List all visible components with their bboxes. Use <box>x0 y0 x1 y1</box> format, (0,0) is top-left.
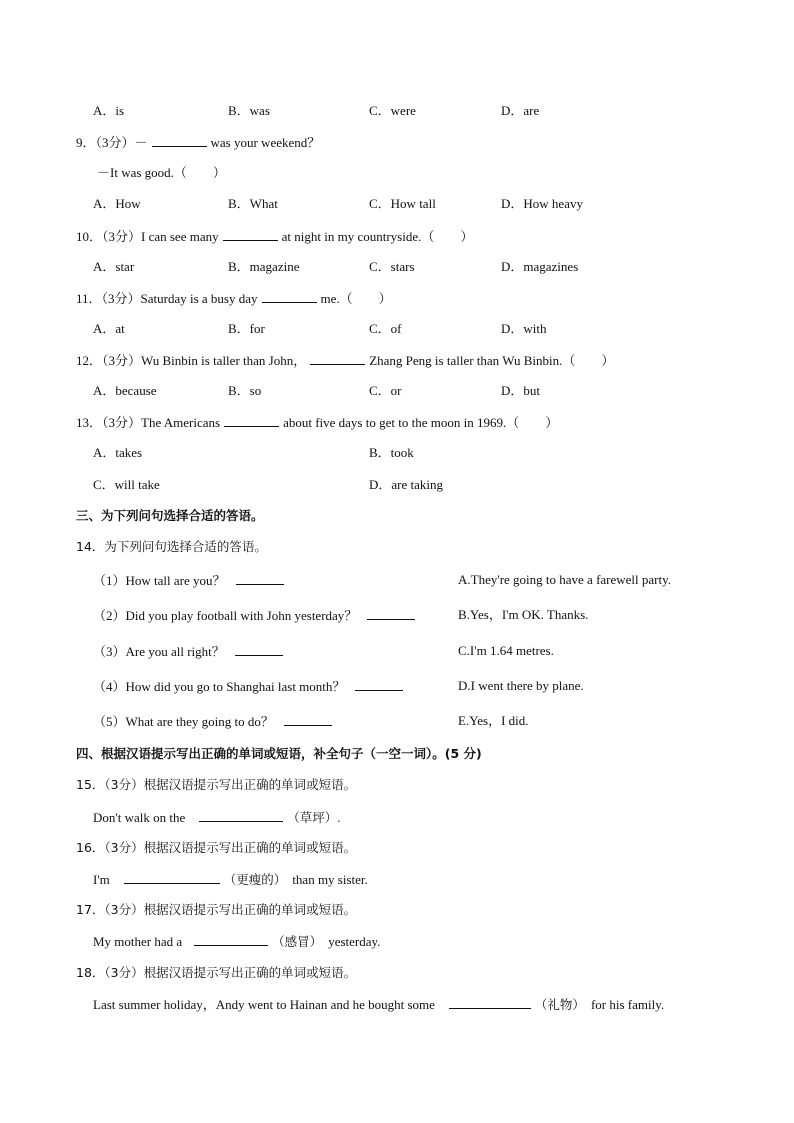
option-c: C．will take <box>93 477 160 492</box>
option-b: B．took <box>369 445 414 460</box>
question-text: about five days to get to the moon in 1969.（ ） <box>283 415 559 430</box>
question-14-title: 14．为下列问句选择合适的答语。 <box>76 539 267 554</box>
option-d: D．are taking <box>369 477 444 492</box>
question-11 <box>76 290 392 307</box>
option-a: A．takes <box>93 445 143 460</box>
option-b: B．for <box>228 321 265 336</box>
option-d: D．with <box>501 321 547 336</box>
question-16-sentence: I'm （更瘦的） than my sister. <box>93 872 368 887</box>
option-c: C．of <box>369 321 402 336</box>
question-text: was your weekend？ <box>210 135 321 150</box>
option-d: D．are <box>501 103 540 118</box>
matching-question: （2）Did you play football with John yesterday？ <box>93 607 419 624</box>
option-d: D．but <box>501 383 541 398</box>
option-b: B．so <box>228 383 262 398</box>
option-a: A．star <box>93 259 135 274</box>
option-c: C．were <box>369 103 416 118</box>
question-text: me.（ ） <box>320 291 392 306</box>
option-a: A．How <box>93 196 141 211</box>
answer-blank[interactable] <box>124 871 220 884</box>
answer-blank[interactable] <box>235 643 283 656</box>
chinese-hint: （更瘦的） <box>223 872 287 887</box>
option-d: D．How heavy <box>501 196 583 211</box>
matching-answer: C.I'm 1.64 metres. <box>458 643 554 658</box>
matching-answer: B.Yes，I'm OK. Thanks. <box>458 607 589 622</box>
answer-blank[interactable] <box>262 290 317 303</box>
question-number: 9．（3分）－ <box>76 135 148 150</box>
matching-answer: D.I went there by plane. <box>458 678 584 693</box>
option-b: B．was <box>228 103 270 118</box>
option-b: B．magazine <box>228 259 300 274</box>
question-15-sentence: Don't walk on the （草坪）. <box>93 810 341 825</box>
answer-blank[interactable] <box>236 572 284 585</box>
answer-blank[interactable] <box>449 996 531 1009</box>
answer-blank[interactable] <box>199 809 283 822</box>
question-text: Zhang Peng is taller than Wu Binbin.（ ） <box>369 353 615 368</box>
option-b: B．What <box>228 196 278 211</box>
question-18-title: 18．（3分）根据汉语提示写出正确的单词或短语。 <box>76 965 357 980</box>
option-c: C．How tall <box>369 196 436 211</box>
option-a: A．is <box>93 103 125 118</box>
matching-question: （4）How did you go to Shanghai last month？ <box>93 678 407 695</box>
answer-blank[interactable] <box>310 352 365 365</box>
answer-blank[interactable] <box>367 607 415 620</box>
option-c: C．or <box>369 383 402 398</box>
matching-question: （3）Are you all right？ <box>93 643 287 660</box>
matching-answer: A.They're going to have a farewell party. <box>458 572 672 587</box>
chinese-hint: （感冒） <box>272 934 323 949</box>
question-number: 10．（3分）I can see many <box>76 229 219 244</box>
matching-question: （1）How tall are you？ <box>93 572 288 589</box>
chinese-hint: （草坪） <box>287 810 338 825</box>
option-a: A．at <box>93 321 125 336</box>
question-number: 11．（3分）Saturday is a busy day <box>76 291 258 306</box>
chinese-hint: （礼物） <box>534 997 585 1012</box>
question-17-sentence: My mother had a （感冒） yesterday. <box>93 934 381 949</box>
question-16-title: 16．（3分）根据汉语提示写出正确的单词或短语。 <box>76 840 357 855</box>
question-9-reply: －It was good.（ ） <box>97 165 226 180</box>
question-17-title: 17．（3分）根据汉语提示写出正确的单词或短语。 <box>76 902 357 917</box>
question-9 <box>76 134 320 151</box>
section-4-heading: 四、根据汉语提示写出正确的单词或短语，补全句子（一空一词）。(5 分) <box>76 746 482 761</box>
question-13 <box>76 414 558 431</box>
answer-blank[interactable] <box>223 228 278 241</box>
matching-answer: E.Yes，I did. <box>458 713 529 728</box>
question-number: 13．（3分）The Americans <box>76 415 221 430</box>
question-18-sentence: Last summer holiday，Andy went to Hainan and he bought some （礼物） for his family. <box>93 997 665 1012</box>
option-c: C．stars <box>369 259 415 274</box>
answer-blank[interactable] <box>152 134 207 147</box>
question-12 <box>76 352 614 369</box>
question-text: at night in my countryside.（ ） <box>281 229 474 244</box>
matching-question: （5）What are they going to do？ <box>93 713 336 730</box>
answer-blank[interactable] <box>224 414 279 427</box>
answer-blank[interactable] <box>194 933 268 946</box>
answer-blank[interactable] <box>284 713 332 726</box>
question-15-title: 15．（3分）根据汉语提示写出正确的单词或短语。 <box>76 777 357 792</box>
option-a: A．because <box>93 383 157 398</box>
answer-blank[interactable] <box>355 678 403 691</box>
section-3-heading: 三、为下列问句选择合适的答语。 <box>76 508 264 523</box>
question-10 <box>76 228 473 245</box>
option-d: D．magazines <box>501 259 579 274</box>
question-number: 12．（3分）Wu Binbin is taller than John， <box>76 353 307 368</box>
